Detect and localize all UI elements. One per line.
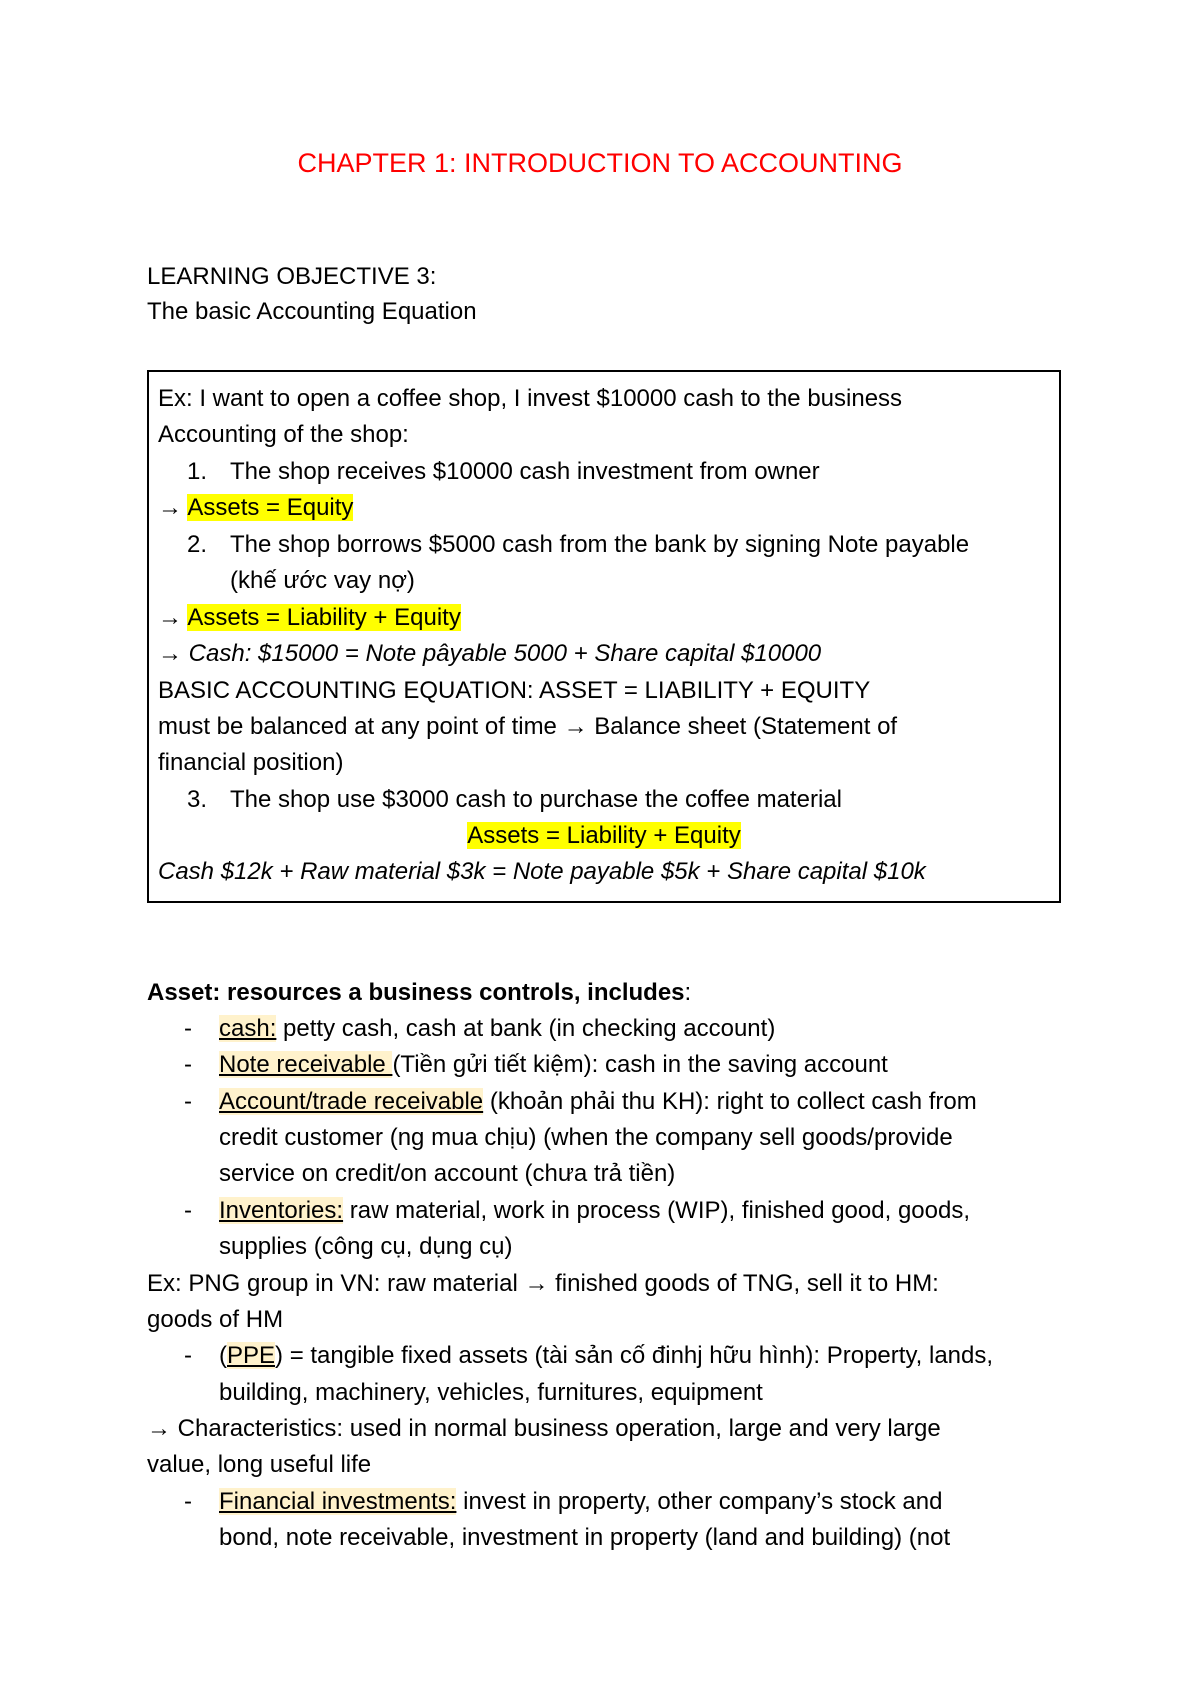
box-cash-line: → Cash: $15000 = Note pâyable 5000 + Share capital $10000 [158,640,822,667]
box-equation-1 [158,493,353,523]
example-box [147,370,1061,903]
list-number: 2. [186,531,207,558]
box-step-2-cont: (khế ước vay nợ) [230,567,415,594]
bullet-dash: - [184,1015,192,1042]
bullet-dash: - [184,1051,192,1078]
chapter-title: CHAPTER 1: INTRODUCTION TO ACCOUNTING [297,148,903,178]
ar-description-line-3: service on credit/on account (chưa trả tiền) [219,1160,676,1187]
box-line-example: Ex: I want to open a coffee shop, I invest $10000 cash to the business [158,385,903,412]
term-inventories: Inventories: [219,1197,344,1224]
characteristics-line-2: value, long useful life [147,1451,372,1478]
term-ppe: PPE [227,1342,276,1369]
asset-item-cash [219,1014,775,1044]
ar-description: (khoản phải thu KH): right to collect cash from [483,1088,977,1115]
asset-heading-bold: Asset: resources a business controls, includes [147,979,685,1006]
box-step-1: The shop receives $10000 cash investment from owner [230,458,820,485]
bullet-dash: - [184,1088,192,1115]
highlighted-equation: Assets = Equity [187,494,354,521]
inventories-description: raw material, work in process (WIP), finished good, goods, [343,1197,970,1224]
asset-item-account-receivable [219,1087,977,1117]
box-line-accounting: Accounting of the shop: [158,421,409,448]
box-basic-equation: BASIC ACCOUNTING EQUATION: ASSET = LIABILITY + EQUITY [158,677,871,704]
characteristics-line-1: → Characteristics: used in normal business operation, large and very large [147,1415,941,1442]
asset-item-financial-investments [219,1487,942,1517]
ppe-description: ) = tangible fixed assets (tài sản cố đinhj hữu hình): Property, lands, [275,1342,994,1369]
financial-description-line-2: bond, note receivable, investment in property (land and building) (not [219,1524,951,1551]
asset-heading [147,978,691,1008]
highlighted-equation: Assets = Liability + Equity [187,604,461,631]
ppe-open-paren: ( [219,1342,227,1369]
inventories-description-line-2: supplies (công cụ, dụng cụ) [219,1233,513,1260]
ppe-description-line-2: building, machinery, vehicles, furnitures, equipment [219,1379,763,1406]
arrow-glyph: → [158,494,182,521]
section-subtitle: The basic Accounting Equation [147,298,477,325]
example-png-line-1: Ex: PNG group in VN: raw material → finished goods of TNG, sell it to HM: [147,1270,939,1297]
bullet-dash: - [184,1197,192,1224]
box-balanced-line-cont: financial position) [158,749,344,776]
bullet-dash: - [184,1488,192,1515]
asset-heading-colon: : [684,979,692,1006]
asset-item-inventories [219,1196,970,1226]
asset-item-note-receivable [219,1050,888,1080]
box-balanced-line: must be balanced at any point of time → Balance sheet (Statement of [158,713,898,740]
term-account-receivable: Account/trade receivable [219,1088,484,1115]
list-number: 3. [186,786,207,813]
box-equation-2 [158,603,461,633]
box-equation-3 [149,821,1059,851]
learning-objective: LEARNING OBJECTIVE 3: [147,263,437,290]
arrow-glyph: → [158,604,182,631]
ar-description-line-2: credit customer (ng mua chịu) (when the company sell goods/provide [219,1124,953,1151]
term-cash: cash: [219,1015,277,1042]
box-step-3: The shop use $3000 cash to purchase the coffee material [230,786,842,813]
list-number: 1. [186,458,207,485]
example-png-line-2: goods of HM [147,1306,284,1333]
highlighted-equation: Assets = Liability + Equity [467,822,741,849]
bullet-dash: - [184,1342,192,1369]
financial-description: invest in property, other company’s stock and [456,1488,943,1515]
cash-description: petty cash, cash at bank (in checking account) [276,1015,776,1042]
asset-item-ppe [219,1341,993,1371]
term-note-receivable: Note receivable [219,1051,393,1078]
box-step-2: The shop borrows $5000 cash from the bank by signing Note payable [230,531,970,558]
term-financial-investments: Financial investments: [219,1488,457,1515]
note-description: (Tiền gửi tiết kiệm): cash in the saving account [392,1051,888,1078]
box-final-line: Cash $12k + Raw material $3k = Note payable $5k + Share capital $10k [158,858,926,885]
